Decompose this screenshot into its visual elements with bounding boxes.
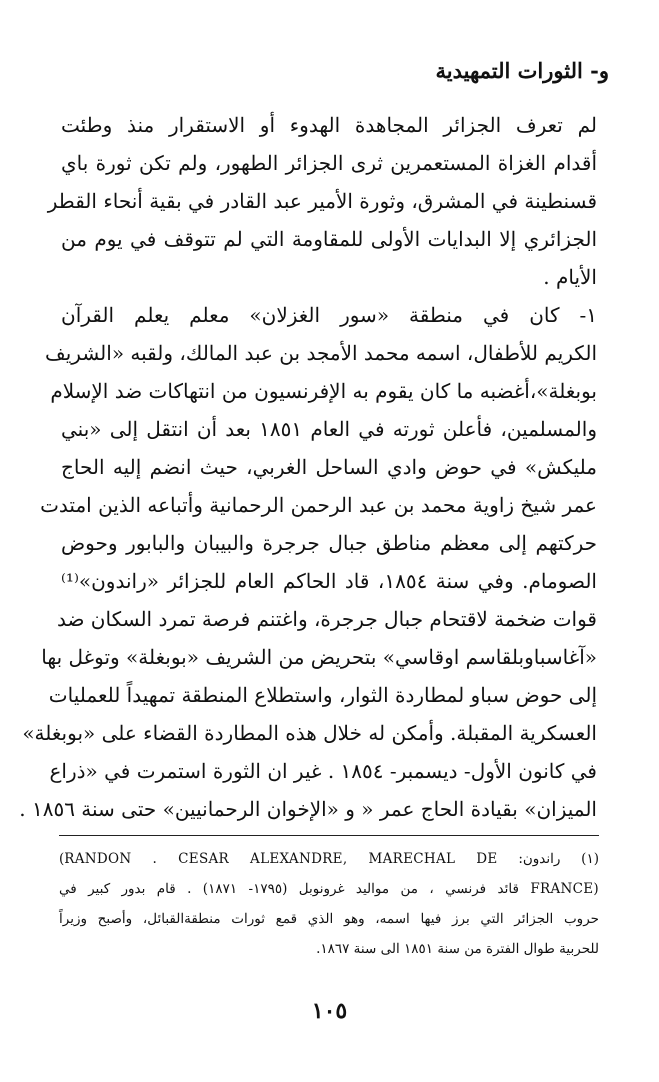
body-line: العسكرية المقبلة. وأمكن له خلال هذه المطاردة القضاء على «بوبغلة» (22, 721, 597, 745)
body-line: الجزائري إلا البدايات الأولى للمقاومة التي لم تتوقف في يوم من (61, 227, 597, 251)
body-line: الصومام. وفي سنة ١٨٥٤، قاد الحاكم العام للجزائر «راندون»⁽¹⁾ (61, 569, 597, 593)
body-line: قسنطينة في المشرق، وثورة الأمير عبد القادر في بقية أنحاء القطر (47, 189, 597, 213)
body-line: الكريم للأطفال، اسمه محمد الأمجد بن عبد المالك، ولقبه «الشريف (45, 341, 597, 365)
body-line: «آغاسباوبلقاسم اوقاسي» بتحريض من الشريف «بوبغلة» وتوغل بها (41, 645, 597, 669)
footnote-line (59, 843, 599, 875)
footnote-line (59, 873, 599, 905)
footnote-latin-country: FRANCE) (530, 881, 600, 897)
body-line: لم تعرف الجزائر المجاهدة الهدوء أو الاستقرار منذ وطئت (61, 113, 597, 137)
section-heading: و- الثورات التمهيدية (435, 58, 609, 83)
body-line: مليكش» في حوض وادي الساحل الغربي، حيث انضم إليه الحاج (61, 455, 597, 479)
body-line: أقدام الغزاة المستعمرين ثرى الجزائر الطهور، ولم تكن ثورة باي (61, 151, 597, 175)
body-line: قوات ضخمة لاقتحام جبال جرجرة، واغتنم فرصة تمرد السكان ضد (56, 607, 597, 631)
footnote-line: حروب الجزائر التي برز فيها اسمه، وهو الذي قمع ثورات منطقةالقبائل، وأصبح وزيراً (59, 911, 599, 927)
footnote-text: قائد فرنسي ، من مواليد غرونوبل (١٧٩٥- ١٨٧١) . قام بدور كبير في (59, 881, 519, 897)
body-line: ١- كان في منطقة «سور الغزلان» معلم يعلم القرآن (61, 303, 597, 327)
body-line: في كانون الأول- ديسمبر- ١٨٥٤ . غير ان الثورة استمرت في «ذراع (49, 759, 597, 783)
body-line: الأيام . (543, 265, 597, 289)
page-number: ١٠٥ (311, 998, 348, 1024)
footnote-divider (59, 835, 599, 836)
body-line: إلى حوض سباو لمطاردة الثوار، واستطلاع المنطقة تمهيداً للعمليات (48, 683, 597, 707)
footnote-line: للحربية طوال الفترة من سنة ١٨٥١ الى سنة ١٨٦٧. (316, 941, 599, 957)
body-line: والمسلمين، فأعلن ثورته في العام ١٨٥١ بعد أن انتقل إلى «بني (61, 417, 597, 441)
footnote-name: راندون: (518, 851, 561, 867)
body-line: عمر شيخ زاوية محمد بن عبد الرحمن الرحمانية وأتباعه الذين امتدت (40, 493, 597, 517)
body-line: الميزان» بقيادة الحاج عمر « و «الإخوان الرحمانيين» حتى سنة ١٨٥٦ . (19, 797, 597, 821)
footnote-marker: (١) (581, 851, 599, 867)
footnote-latin-name: (RANDON . CESAR ALEXANDRE, MARECHAL DE (59, 851, 498, 867)
body-line: حركتهم إلى معظم مناطق جبال جرجرة والبيبان والبابور وحوض (61, 531, 597, 555)
body-line: بوبغلة»،أغضبه ما كان يقوم به الإفرنسيون من انتهاكات ضد الإسلام (50, 379, 597, 403)
